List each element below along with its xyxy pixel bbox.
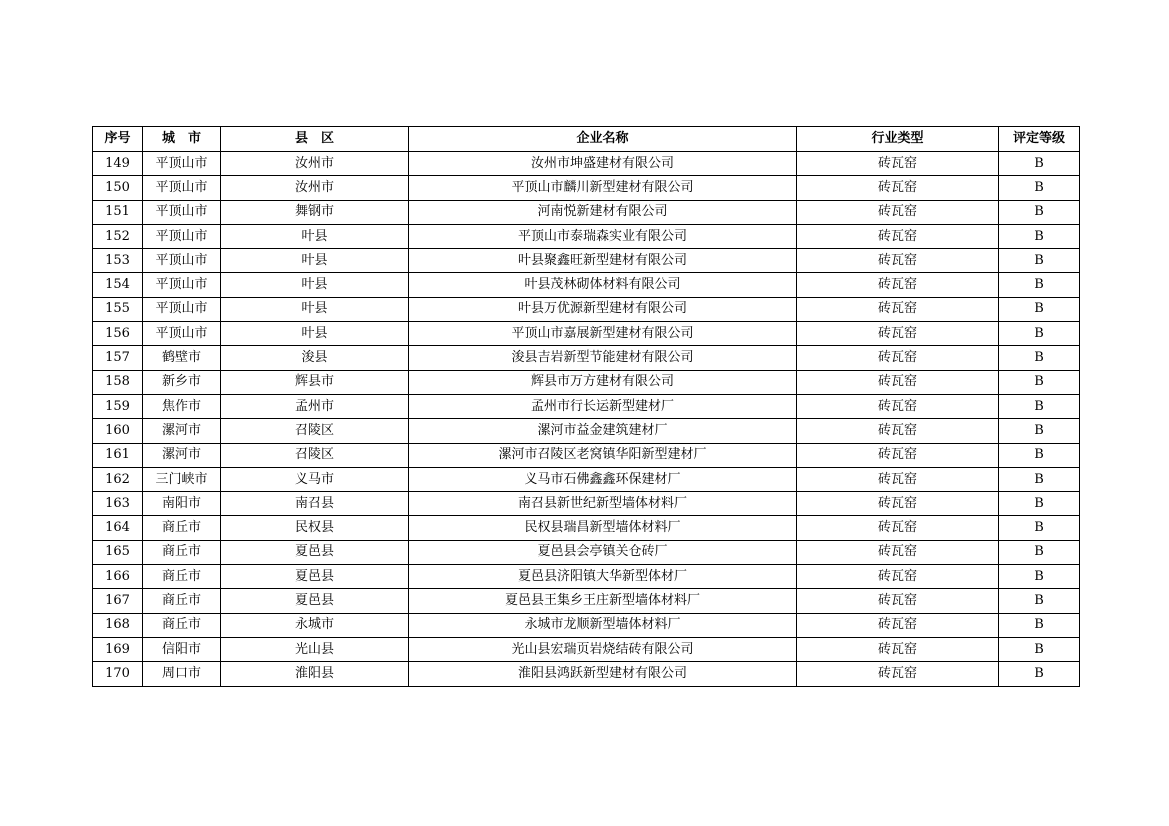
cell-company: 淮阳县鸿跃新型建材有限公司	[409, 662, 797, 686]
cell-city: 漯河市	[143, 443, 221, 467]
cell-company: 孟州市行长运新型建材厂	[409, 394, 797, 418]
cell-industry: 砖瓦窑	[797, 467, 999, 491]
cell-city: 鹤壁市	[143, 346, 221, 370]
cell-county: 义马市	[221, 467, 409, 491]
table-row	[93, 419, 1080, 443]
cell-industry: 砖瓦窑	[797, 419, 999, 443]
cell-company: 浚县吉岩新型节能建材有限公司	[409, 346, 797, 370]
header-industry: 行业类型	[797, 127, 999, 152]
cell-no: 155	[93, 297, 143, 321]
cell-no: 169	[93, 637, 143, 661]
cell-company: 夏邑县济阳镇大华新型体材厂	[409, 565, 797, 589]
cell-county: 叶县	[221, 249, 409, 273]
cell-company: 平顶山市泰瑞森实业有限公司	[409, 224, 797, 248]
cell-city: 商丘市	[143, 516, 221, 540]
cell-grade: B	[999, 152, 1080, 176]
cell-no: 162	[93, 467, 143, 491]
cell-city: 商丘市	[143, 613, 221, 637]
header-row	[93, 127, 1080, 152]
header-city: 城 市	[143, 127, 221, 152]
cell-company: 叶县万优源新型建材有限公司	[409, 297, 797, 321]
cell-grade: B	[999, 467, 1080, 491]
cell-grade: B	[999, 637, 1080, 661]
cell-no: 158	[93, 370, 143, 394]
cell-industry: 砖瓦窑	[797, 589, 999, 613]
cell-no: 170	[93, 662, 143, 686]
cell-industry: 砖瓦窑	[797, 565, 999, 589]
cell-industry: 砖瓦窑	[797, 370, 999, 394]
cell-county: 叶县	[221, 297, 409, 321]
cell-company: 民权县瑞昌新型墙体材料厂	[409, 516, 797, 540]
cell-no: 150	[93, 176, 143, 200]
cell-company: 汝州市坤盛建材有限公司	[409, 152, 797, 176]
cell-city: 商丘市	[143, 589, 221, 613]
table-row	[93, 467, 1080, 491]
cell-city: 平顶山市	[143, 297, 221, 321]
cell-grade: B	[999, 224, 1080, 248]
cell-city: 新乡市	[143, 370, 221, 394]
cell-industry: 砖瓦窑	[797, 249, 999, 273]
cell-company: 义马市石佛鑫鑫环保建材厂	[409, 467, 797, 491]
cell-county: 南召县	[221, 492, 409, 516]
cell-grade: B	[999, 613, 1080, 637]
cell-no: 157	[93, 346, 143, 370]
cell-county: 汝州市	[221, 176, 409, 200]
cell-company: 平顶山市麟川新型建材有限公司	[409, 176, 797, 200]
cell-grade: B	[999, 176, 1080, 200]
table-row	[93, 516, 1080, 540]
cell-grade: B	[999, 443, 1080, 467]
cell-no: 168	[93, 613, 143, 637]
cell-county: 召陵区	[221, 419, 409, 443]
table-row	[93, 662, 1080, 686]
cell-industry: 砖瓦窑	[797, 540, 999, 564]
table-row	[93, 346, 1080, 370]
cell-county: 辉县市	[221, 370, 409, 394]
cell-no: 160	[93, 419, 143, 443]
cell-grade: B	[999, 322, 1080, 346]
cell-county: 夏邑县	[221, 565, 409, 589]
cell-no: 164	[93, 516, 143, 540]
table-row	[93, 152, 1080, 176]
cell-grade: B	[999, 394, 1080, 418]
table-row	[93, 394, 1080, 418]
cell-industry: 砖瓦窑	[797, 492, 999, 516]
cell-industry: 砖瓦窑	[797, 273, 999, 297]
cell-city: 平顶山市	[143, 224, 221, 248]
cell-city: 平顶山市	[143, 152, 221, 176]
cell-industry: 砖瓦窑	[797, 176, 999, 200]
cell-industry: 砖瓦窑	[797, 346, 999, 370]
cell-no: 165	[93, 540, 143, 564]
table-row	[93, 249, 1080, 273]
cell-industry: 砖瓦窑	[797, 152, 999, 176]
cell-county: 夏邑县	[221, 589, 409, 613]
cell-no: 151	[93, 200, 143, 224]
cell-company: 光山县宏瑞页岩烧结砖有限公司	[409, 637, 797, 661]
cell-county: 浚县	[221, 346, 409, 370]
table-row	[93, 200, 1080, 224]
cell-grade: B	[999, 565, 1080, 589]
cell-city: 焦作市	[143, 394, 221, 418]
cell-company: 夏邑县会亭镇关仓砖厂	[409, 540, 797, 564]
cell-industry: 砖瓦窑	[797, 394, 999, 418]
cell-industry: 砖瓦窑	[797, 297, 999, 321]
cell-grade: B	[999, 370, 1080, 394]
cell-county: 叶县	[221, 322, 409, 346]
table-body	[93, 152, 1080, 687]
cell-grade: B	[999, 200, 1080, 224]
cell-city: 平顶山市	[143, 273, 221, 297]
cell-grade: B	[999, 516, 1080, 540]
cell-no: 152	[93, 224, 143, 248]
cell-grade: B	[999, 662, 1080, 686]
table-row	[93, 637, 1080, 661]
header-grade: 评定等级	[999, 127, 1080, 152]
cell-city: 平顶山市	[143, 200, 221, 224]
cell-grade: B	[999, 273, 1080, 297]
cell-company: 漯河市益金建筑建材厂	[409, 419, 797, 443]
cell-county: 夏邑县	[221, 540, 409, 564]
cell-county: 召陵区	[221, 443, 409, 467]
cell-no: 154	[93, 273, 143, 297]
table-row	[93, 322, 1080, 346]
cell-city: 平顶山市	[143, 176, 221, 200]
cell-city: 平顶山市	[143, 249, 221, 273]
cell-no: 156	[93, 322, 143, 346]
header-county: 县 区	[221, 127, 409, 152]
cell-grade: B	[999, 249, 1080, 273]
table-row	[93, 297, 1080, 321]
table-row	[93, 224, 1080, 248]
cell-industry: 砖瓦窑	[797, 637, 999, 661]
cell-county: 舞钢市	[221, 200, 409, 224]
table-row	[93, 443, 1080, 467]
cell-no: 159	[93, 394, 143, 418]
cell-county: 孟州市	[221, 394, 409, 418]
cell-company: 夏邑县王集乡王庄新型墙体材料厂	[409, 589, 797, 613]
cell-city: 商丘市	[143, 540, 221, 564]
cell-city: 平顶山市	[143, 322, 221, 346]
cell-no: 161	[93, 443, 143, 467]
cell-city: 周口市	[143, 662, 221, 686]
cell-county: 淮阳县	[221, 662, 409, 686]
cell-industry: 砖瓦窑	[797, 200, 999, 224]
cell-company: 永城市龙顺新型墙体材料厂	[409, 613, 797, 637]
table-row	[93, 540, 1080, 564]
cell-industry: 砖瓦窑	[797, 224, 999, 248]
cell-industry: 砖瓦窑	[797, 322, 999, 346]
cell-county: 汝州市	[221, 152, 409, 176]
cell-industry: 砖瓦窑	[797, 516, 999, 540]
cell-city: 信阳市	[143, 637, 221, 661]
table-row	[93, 492, 1080, 516]
cell-city: 商丘市	[143, 565, 221, 589]
table-row	[93, 613, 1080, 637]
table-row	[93, 589, 1080, 613]
cell-no: 166	[93, 565, 143, 589]
cell-company: 辉县市万方建材有限公司	[409, 370, 797, 394]
cell-county: 叶县	[221, 273, 409, 297]
cell-grade: B	[999, 540, 1080, 564]
cell-grade: B	[999, 589, 1080, 613]
cell-county: 光山县	[221, 637, 409, 661]
cell-company: 叶县茂林砌体材料有限公司	[409, 273, 797, 297]
cell-city: 三门峡市	[143, 467, 221, 491]
cell-no: 153	[93, 249, 143, 273]
cell-no: 163	[93, 492, 143, 516]
cell-city: 漯河市	[143, 419, 221, 443]
header-company: 企业名称	[409, 127, 797, 152]
table-row	[93, 176, 1080, 200]
cell-county: 民权县	[221, 516, 409, 540]
cell-county: 叶县	[221, 224, 409, 248]
table-header	[93, 127, 1080, 152]
table-row	[93, 565, 1080, 589]
table-row	[93, 370, 1080, 394]
cell-industry: 砖瓦窑	[797, 662, 999, 686]
cell-grade: B	[999, 419, 1080, 443]
cell-company: 河南悦新建材有限公司	[409, 200, 797, 224]
cell-grade: B	[999, 492, 1080, 516]
cell-grade: B	[999, 346, 1080, 370]
table-row	[93, 273, 1080, 297]
cell-company: 叶县聚鑫旺新型建材有限公司	[409, 249, 797, 273]
cell-no: 167	[93, 589, 143, 613]
cell-city: 南阳市	[143, 492, 221, 516]
cell-company: 平顶山市嘉展新型建材有限公司	[409, 322, 797, 346]
cell-no: 149	[93, 152, 143, 176]
cell-industry: 砖瓦窑	[797, 613, 999, 637]
enterprise-grade-table	[92, 126, 1080, 687]
cell-county: 永城市	[221, 613, 409, 637]
cell-industry: 砖瓦窑	[797, 443, 999, 467]
header-no: 序号	[93, 127, 143, 152]
cell-company: 漯河市召陵区老窝镇华阳新型建材厂	[409, 443, 797, 467]
cell-grade: B	[999, 297, 1080, 321]
cell-company: 南召县新世纪新型墙体材料厂	[409, 492, 797, 516]
